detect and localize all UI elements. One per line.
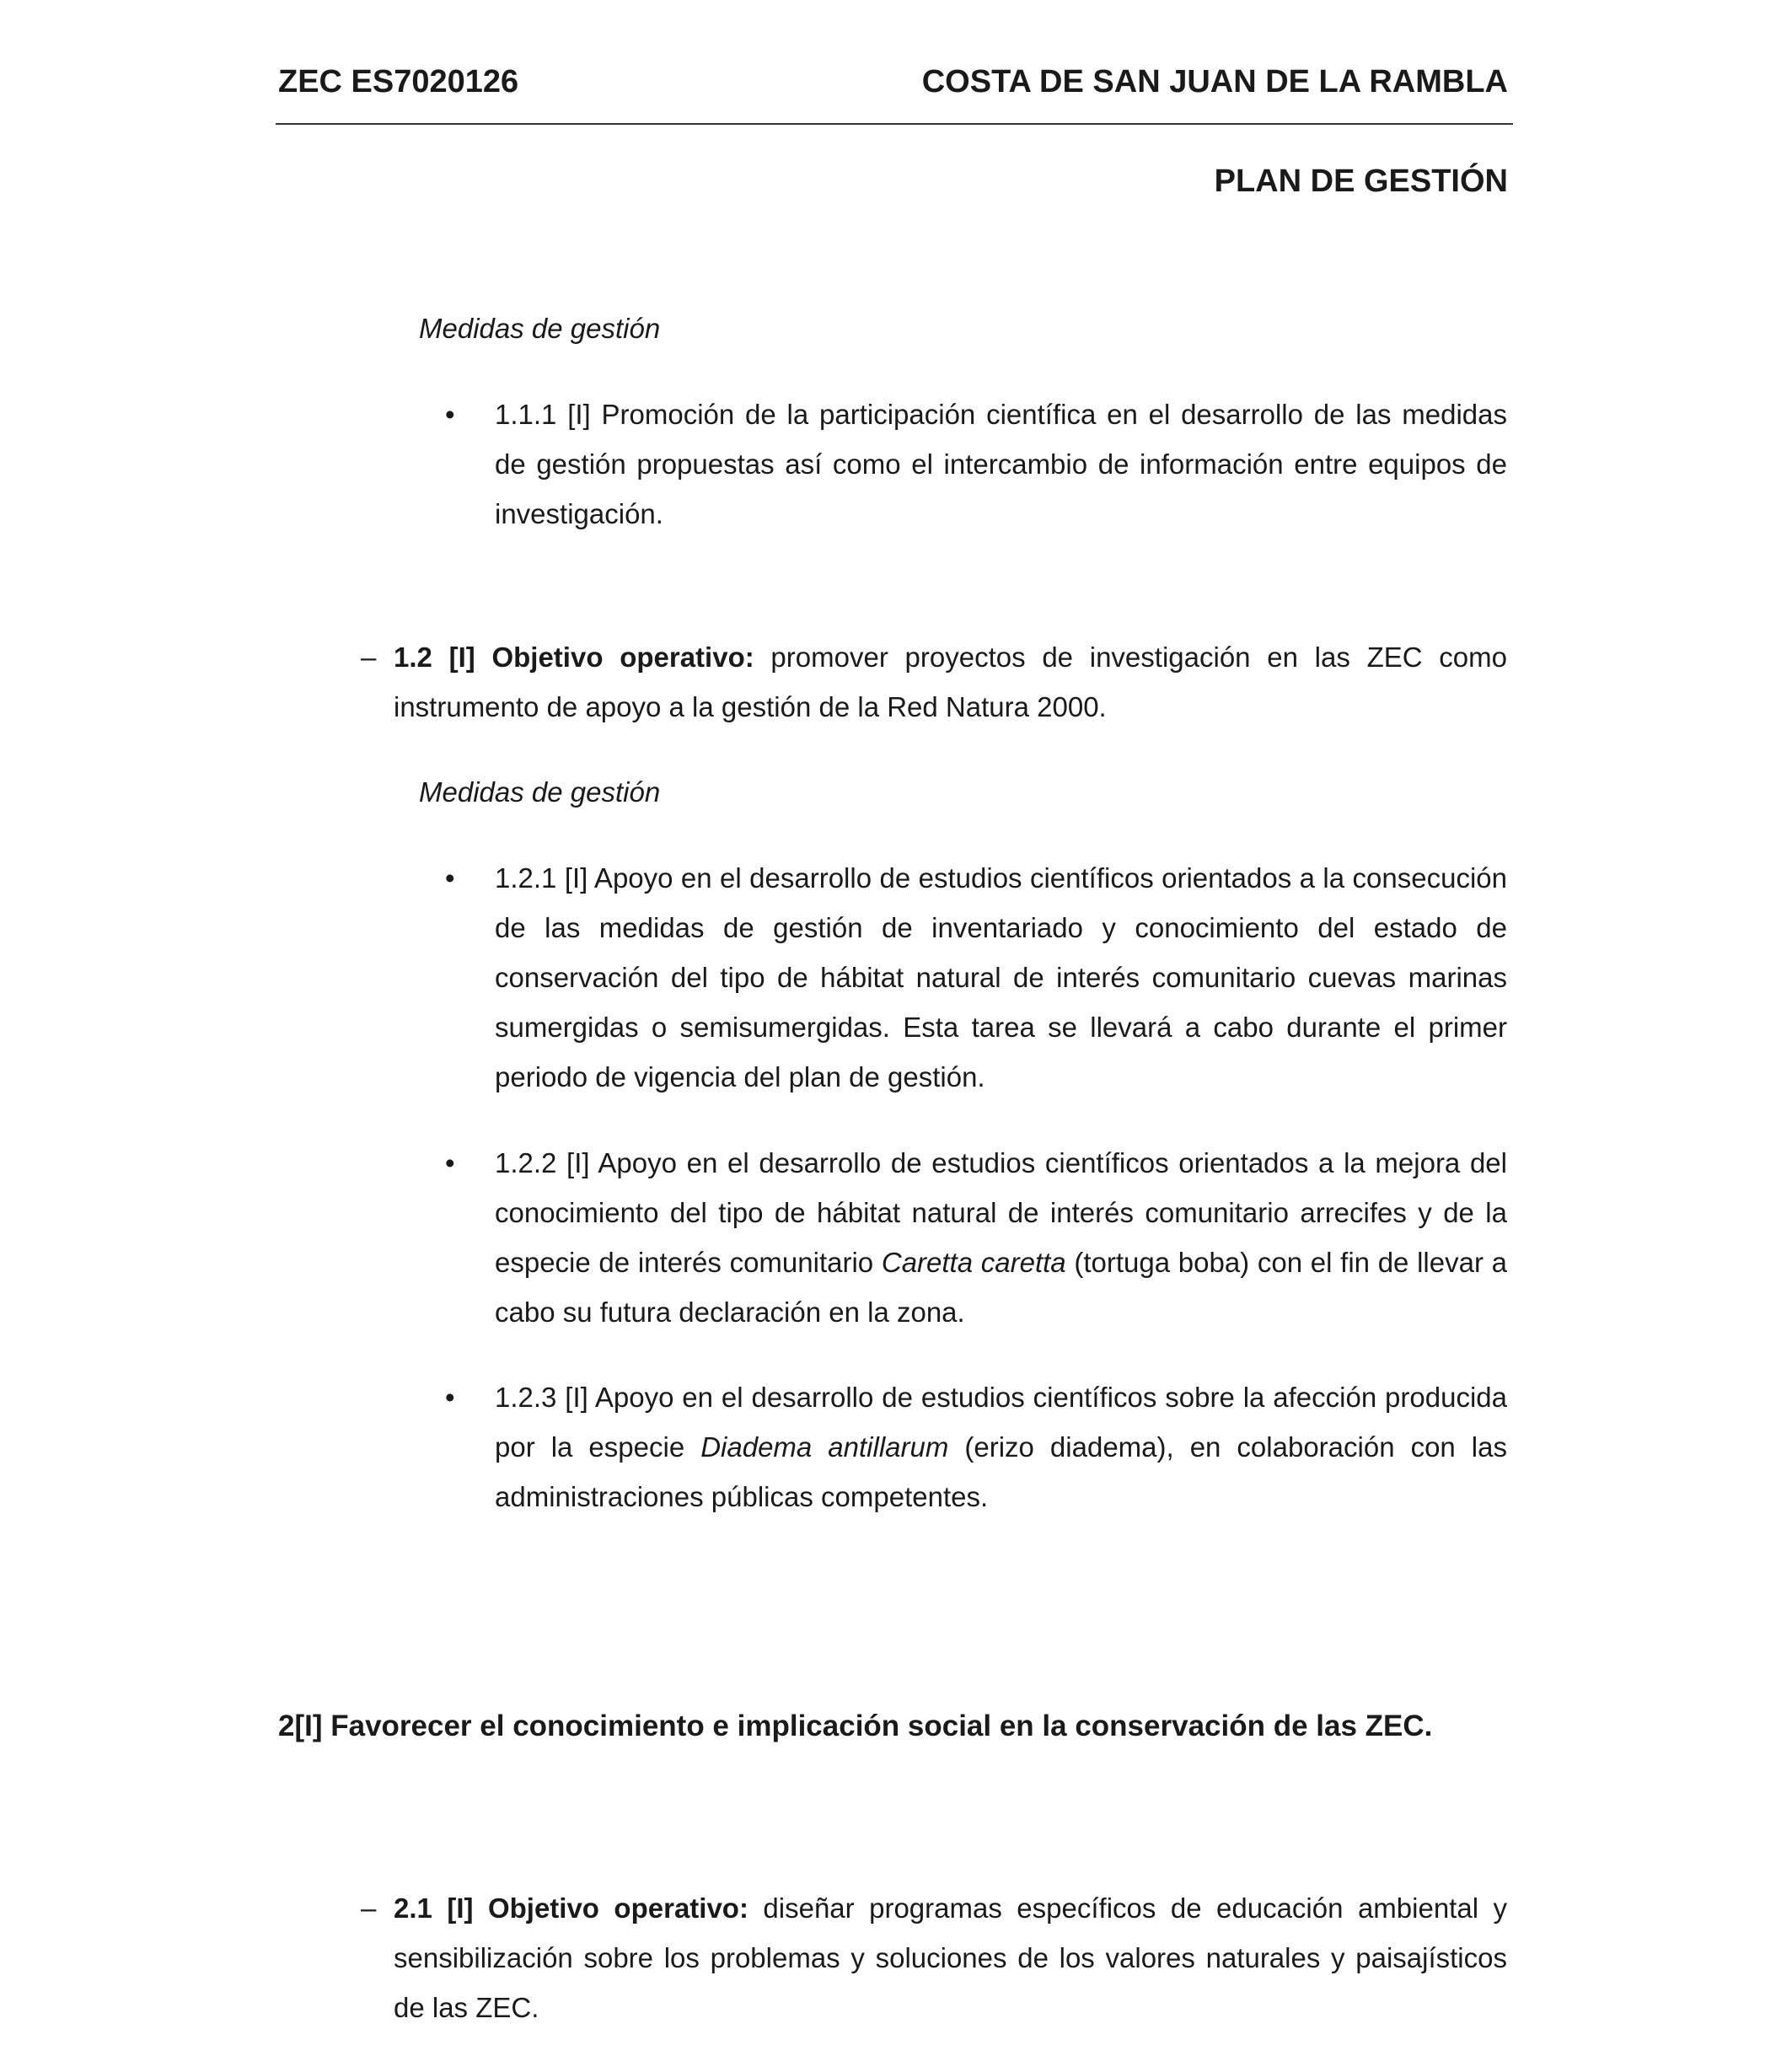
measure-text: (erizo diadema), en colaboración con las administraciones públicas competentes. <box>495 1431 1507 1512</box>
bullet-icon: • <box>445 1147 455 1178</box>
measure-1-2-1: 1.2.1 [I] Apoyo en el desarrollo de estudios científicos orientados a la consecución de las medidas de gestión de inventariado y conocimiento del estado de conservación del tipo de hábitat natural de interés comunitario cuevas marinas sumergidas o semisumergidas. Esta tarea se llevará a cabo durante el primer periodo de vigencia del plan de gestión. <box>495 862 1507 1092</box>
measure-1-1-1: 1.1.1 [I] Promoción de la participación científica en el desarrollo de las medidas de gestión propuestas así como el intercambio de información entre equipos de investigación. <box>495 399 1507 529</box>
medidas-label: Medidas de gestión <box>419 776 661 808</box>
bullet-icon: • <box>445 862 455 894</box>
section-heading-2: 2[I] Favorecer el conocimiento e implicación social en la conservación de las ZEC. <box>278 1710 1433 1742</box>
dash-icon: – <box>361 641 377 673</box>
header-site-name: COSTA DE SAN JUAN DE LA RAMBLA <box>921 64 1508 99</box>
measure-text: 1.2.3 [I] Apoyo en el desarrollo de estudios científicos sobre la afección producida por la especie <box>495 1382 1507 1463</box>
header-divider <box>276 123 1513 125</box>
species-name: Caretta caretta <box>881 1247 1066 1278</box>
medidas-label: Medidas de gestión <box>419 313 661 344</box>
objective-2-1 <box>394 1883 1507 2032</box>
bullet-icon: • <box>445 399 455 430</box>
objective-lead: 1.2 [I] Objetivo operativo: <box>394 641 754 673</box>
header-document-type: PLAN DE GESTIÓN <box>1214 164 1508 199</box>
header-zec-code: ZEC ES7020126 <box>278 64 519 99</box>
species-name: Diadema antillarum <box>700 1431 949 1463</box>
measure-1-2-2 <box>495 1138 1507 1337</box>
measure-1-2-3 <box>495 1372 1507 1522</box>
measure-text: (tortuga boba) con el fin de llevar a cabo su futura declaración en la zona. <box>495 1247 1507 1328</box>
objective-1-2 <box>394 632 1507 732</box>
dash-icon: – <box>361 1892 377 1924</box>
objective-text: diseñar programas específicos de educación ambiental y sensibilización sobre los problemas y soluciones de los valores naturales y paisajísticos de las ZEC. <box>394 1892 1507 2023</box>
objective-lead: 2.1 [I] Objetivo operativo: <box>394 1892 748 1924</box>
bullet-icon: • <box>445 1382 455 1413</box>
measure-text: 1.2.2 [I] Apoyo en el desarrollo de estudios científicos orientados a la mejora del conocimiento del tipo de hábitat natural de interés comunitario arrecifes y de la especie de interés comunitario <box>495 1147 1507 1278</box>
objective-text: promover proyectos de investigación en las ZEC como instrumento de apoyo a la gestión de la Red Natura 2000. <box>394 641 1507 722</box>
